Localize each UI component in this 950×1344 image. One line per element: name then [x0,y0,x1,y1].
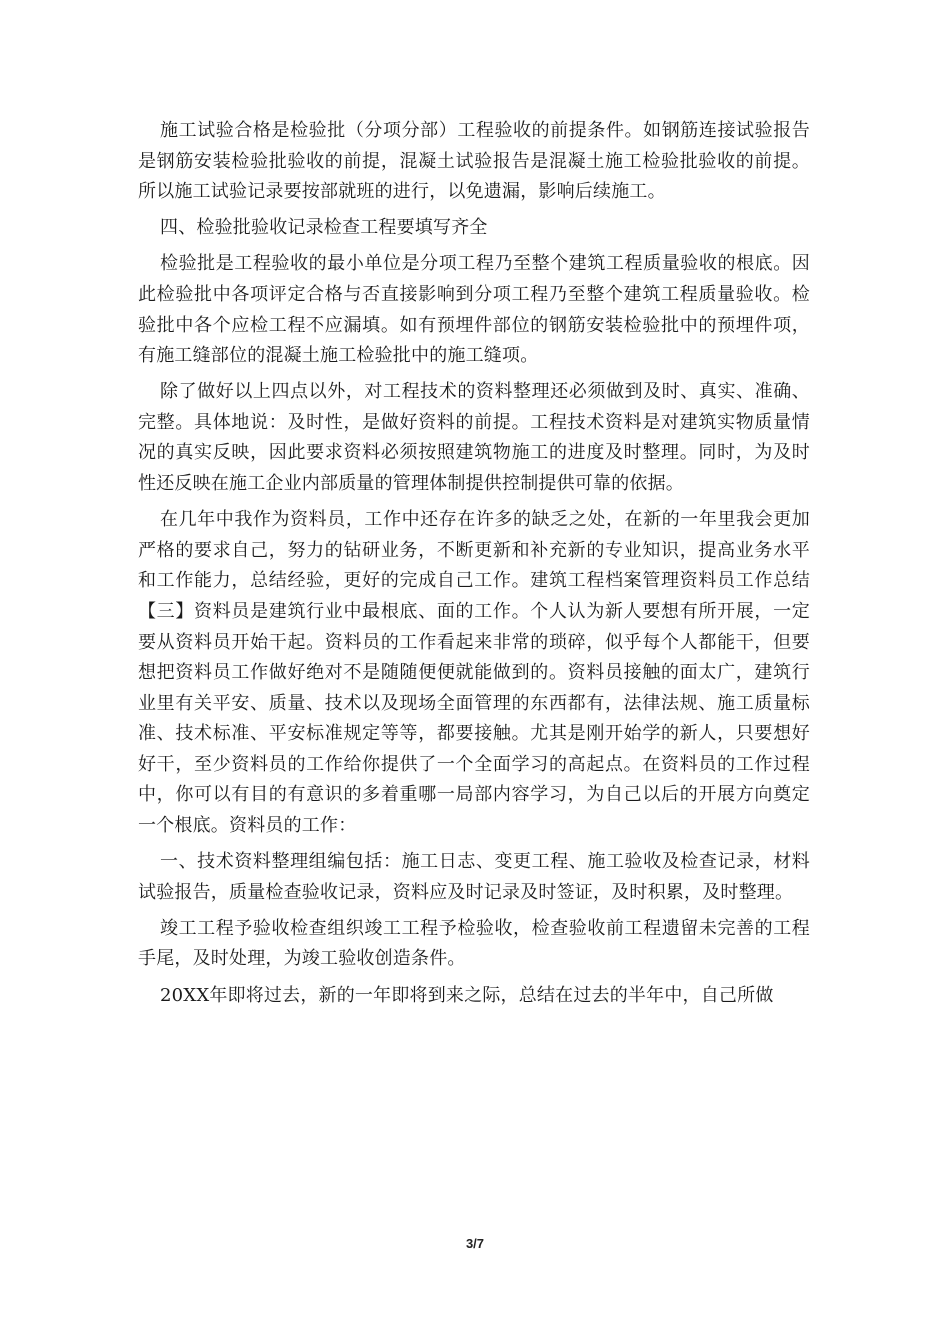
page-number: 3/7 [465,1236,485,1251]
paragraph-inspection-lot: 检验批是工程验收的最小单位是分项工程乃至整个建筑工程质量验收的根底。因此检验批中各项评定合格与否直接影响到分项工程乃至整个建筑工程质量验收。检验批中各个应检工程不应漏填。如有预埋件部位的钢筋安装检验批中的预埋件项，有施工缝部位的混凝土施工检验批中的施工缝项。 [138,253,810,367]
paragraph-work-summary: 在几年中我作为资料员，工作中还存在许多的缺乏之处，在新的一年里我会更加严格的要求自己，努力的钻研业务，不断更新和补充新的专业知识，提高业务水平和工作能力，总结经验，更好的完成自己工作。建筑工程档案管理资料员工作总结【三】资料员是建筑行业中最根底、面的工作。个人认为新人要想有所开展，一定要从资料员开始干起。资料员的工作看起来非常的琐碎，似乎每个人都能干，但要想把资料员工作做好绝对不是随随便便就能做到的。资料员接触的面太广，建筑行业里有关平安、质量、技术以及现场全面管理的东西都有，法律法规、施工质量标准、技术标准、平安标准规定等等，都要接触。尤其是刚开始学的新人，只要想好好干，至少资料员的工作给你提供了一个全面学习的高起点。在资料员的工作过程中，你可以有目的有意识的多着重哪一局部内容学习，为自己以后的开展方向奠定一个根底。资料员的工作： [138,509,810,837]
section-heading-four: 四、检验批验收记录检查工程要填写齐全 [160,217,488,239]
paragraph-test-acceptance: 施工试验合格是检验批（分项分部）工程验收的前提条件。如钢筋连接试验报告是钢筋安装检验批验收的前提，混凝土试验报告是混凝土施工检验批验收的前提。所以施工试验记录要按部就班的进行，以免遗漏，影响后续施工。 [138,120,810,203]
paragraph-completion-acceptance: 竣工工程予验收检查组织竣工工程予检验收，检查验收前工程遗留未完善的工程手尾，及时处理，为竣工验收创造条件。 [138,917,810,970]
document-body [138,116,810,1011]
paragraph-year-end: 20XX年即将过去，新的一年即将到来之际，总结在过去的半年中，自己所做 [160,984,774,1006]
paragraph-timeliness: 除了做好以上四点以外，对工程技术的资料整理还必须做到及时、真实、准确、完整。具体地说：及时性，是做好资料的前提。工程技术资料是对建筑实物质量情况的真实反映，因此要求资料必须按照建筑物施工的进度及时整理。同时，为及时性还反映在施工企业内部质量的管理体制提供控制提供可靠的依据。 [138,381,810,495]
paragraph-technical-data: 一、技术资料整理组编包括：施工日志、变更工程、施工验收及检查记录，材料试验报告，质量检查验收记录，资料应及时记录及时签证，及时积累，及时整理。 [138,851,810,903]
